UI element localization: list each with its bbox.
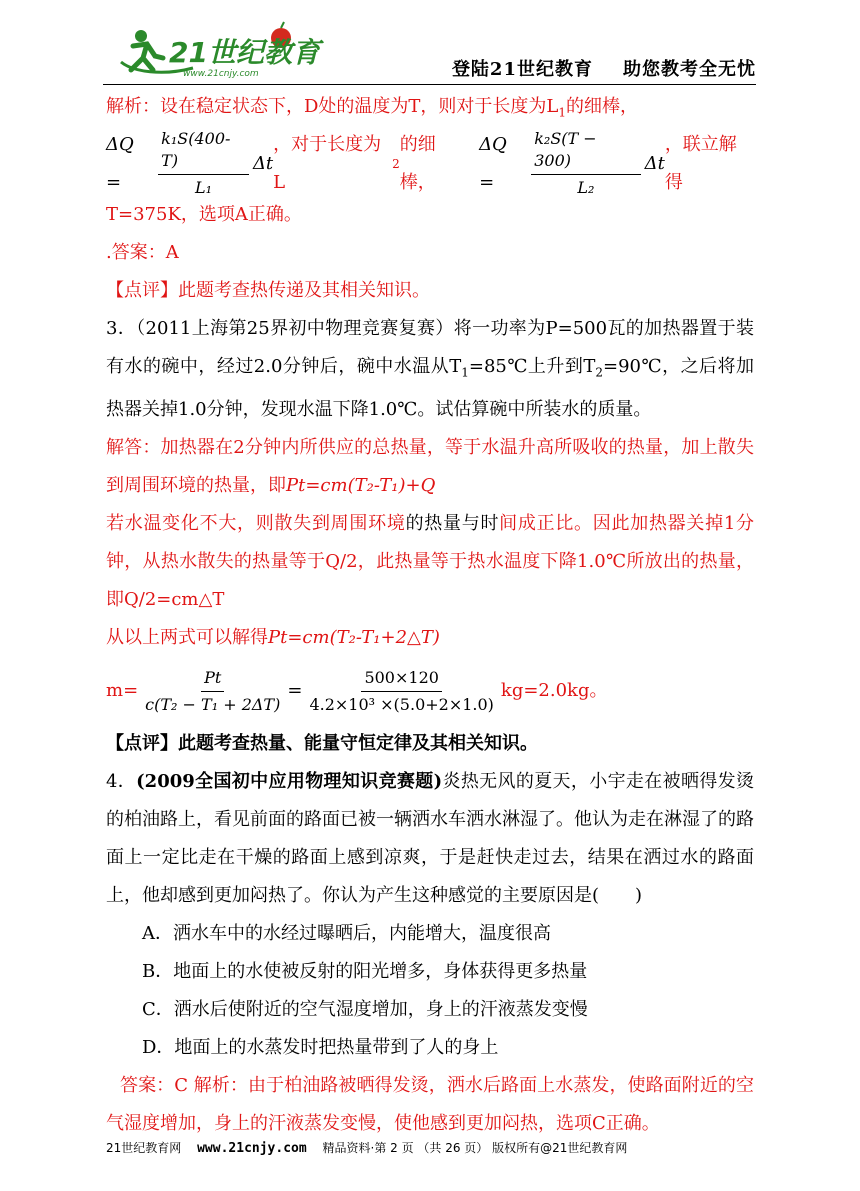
header-slogan [422, 55, 756, 81]
header-divider [103, 84, 756, 85]
footer-right: 精品资料·第 2 页 （共 26 页） 版权所有@21世纪教育网 [322, 1141, 628, 1155]
eq2-lhs: ΔQ = [479, 133, 507, 193]
q3-comment: 【点评】此题考查热量、能量守恒定律及其相关知识。 [106, 733, 538, 755]
eq2-fraction: $\frac{\text{k₂S(T − 300)}}{\text{L₂}}$ [531, 128, 640, 199]
q3-solution-1: 解答：加热器在2分钟内所供应的总热量，等于水温升高所吸收的热量，加上散失到周围环境的热量，即Pt=cm(T₂-T₁)+Q [106, 437, 754, 497]
slogan-right: 助您教考全无忧 [623, 59, 756, 80]
q4-question: 4．(2009全国初中应用物理知识竞赛题)炎热无风的夏天，小宇走在被晒得发烫的柏油路上，看见前面的路面已被一辆洒水车洒水淋湿了。他认为走在淋湿了的路面上一定比走在干燥的路面上感到凉爽，于是赶快走过去，结果在洒过水的路面上，他却感到更加闷热了。你认为产生这种感觉的主要原因是( ) [106, 771, 754, 907]
q4-answer: 答案：C 解析：由于柏油路被晒得发烫，洒水后路面上水蒸发，使路面附近的空气湿度增加，身上的汗液蒸发变慢，使他感到更加闷热，选项C正确。 [106, 1075, 754, 1135]
q2-equations: ΔQ = $\frac{\text{k₁S(400-T)}}{\text{L₁}}$ Δt ，对于长度为L 2 的细棒， ΔQ = $\frac{\text{k₂S(T − 300)}}{\text{L₂}}$ Δt ，联立解得 [106, 132, 754, 196]
mass-fraction-1: $\frac{Pt}{\text{c(T₂ − T₁ + 2ΔT)}}$ [145, 667, 281, 714]
q3-question: 3．（2011上海第25界初中物理竞赛复赛）将一功率为P=500瓦的加热器置于装有水的碗中，经过2.0分钟后，碗中水温从$T_1=85℃$上升到$T_2=90℃$，之后将加热器关掉1.0分钟，发现水温下降1.0℃。试估算碗中所装水的质量。 [106, 317, 754, 421]
footer-site-link[interactable]: www.21cnjy.com [197, 1141, 307, 1156]
eq1-lhs: ΔQ = [106, 133, 134, 193]
q4-option-a: A．洒水车中的水经过曝晒后，内能增大，温度很高 [142, 923, 551, 945]
footer-left: 21世纪教育网 [106, 1141, 182, 1155]
page-content [106, 88, 754, 1143]
svg-text:21世纪教育: 21世纪教育 [169, 36, 320, 69]
q4-option-d: D．地面上的水蒸发时把热量带到了人的身上 [142, 1037, 499, 1059]
q3-solution-2: 若水温变化不大，则散失到周围环境的热量与时间成正比。因此加热器关掉1分钟，从热水散失的热量等于Q/2，此热量等于热水温度下降1.0℃所放出的热量，即Q/2=cm△T [106, 513, 755, 611]
q3-mass-equation: m= $\frac{Pt}{\text{c(T₂ − T₁ + 2ΔT)}}$ = $\frac{500\times 120}{\text{4.2×10³ ×(5.0+2×1.0)}}$ kg=2.0kg。 [106, 667, 608, 714]
q2-result: T=375K，选项A正确。 [106, 203, 302, 225]
slogan-left: 登陆21世纪教育 [451, 59, 593, 80]
mass-fraction-2: $\frac{500\times 120}{\text{4.2×10³ ×(5.0+2×1.0)}}$ [309, 667, 494, 714]
q2-answer: .答案：A [106, 241, 179, 263]
q2-comment: 【点评】此题考查热传递及其相关知识。 [106, 279, 430, 301]
site-logo [103, 18, 320, 82]
svg-text:www.21cnjy.com: www.21cnjy.com [183, 69, 259, 79]
q3-solution-3: 从以上两式可以解得Pt=cm(T₂-T₁+2△T) [106, 627, 440, 649]
q4-option-c: C．洒水后使附近的空气湿度增加，身上的汗液蒸发变慢 [142, 999, 588, 1021]
q4-option-b: B．地面上的水使被反射的阳光增多，身体获得更多热量 [142, 961, 588, 983]
page-footer [106, 1139, 627, 1156]
eq1-fraction: $\frac{\text{k₁S(400-T)}}{\text{L₁}}$ [158, 128, 249, 199]
q2-analysis-line: 解析：设在稳定状态下，D处的温度为T，则对于长度为$L_1$的细棒， [106, 96, 639, 120]
